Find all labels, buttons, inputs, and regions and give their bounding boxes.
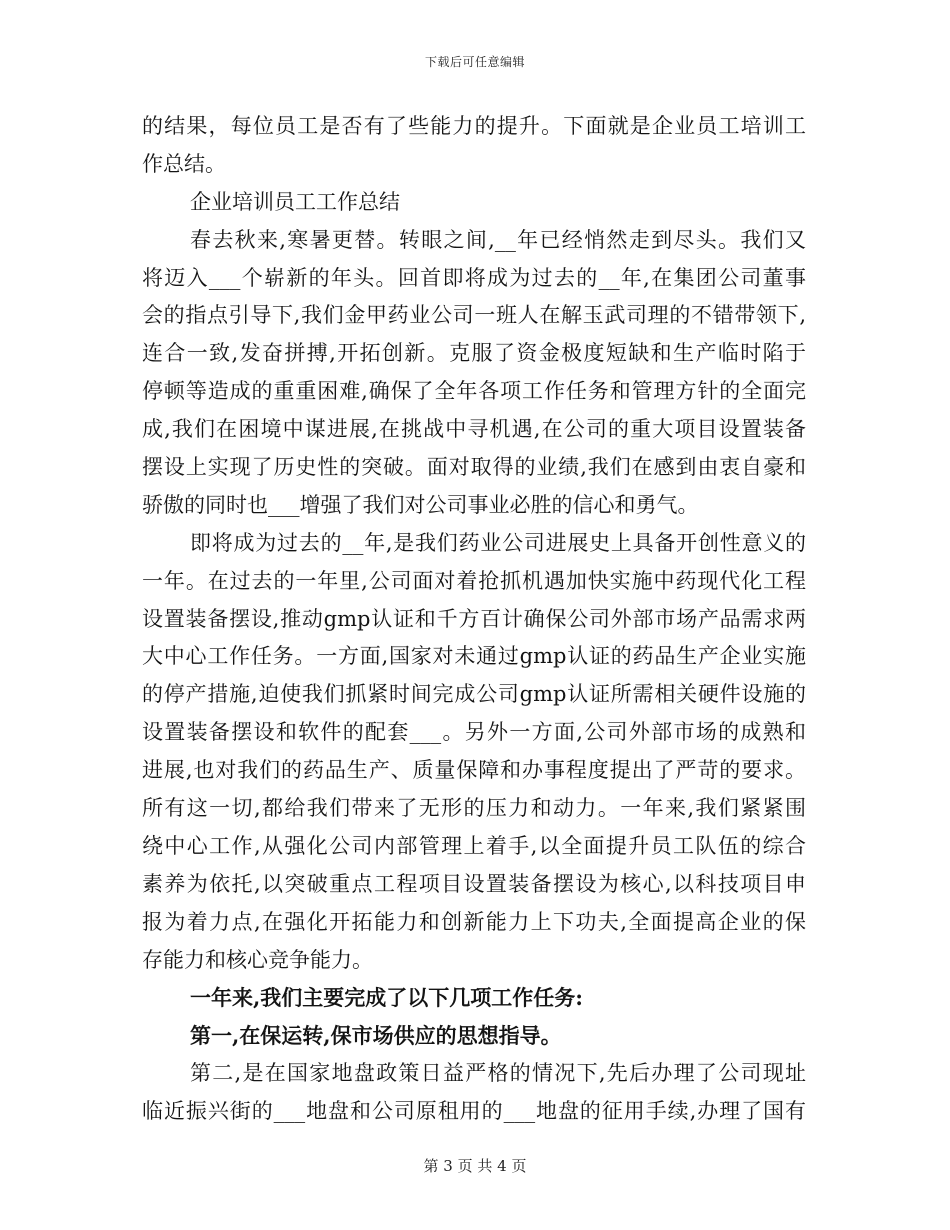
text-line: 报为着力点,在强化开拓能力和创新能力上下功夫,全面提高企业的保 [142,909,806,934]
page-footer: 第 3 页 共 4 页 [423,1157,527,1175]
text-line: 作总结。 [142,151,226,176]
paragraph [142,1055,806,1131]
section-title [142,184,806,222]
text-line: 停顿等造成的重重困难,确保了全年各项工作任务和管理方针的全面完 [142,379,806,404]
paragraph [142,222,806,525]
paragraph [142,525,806,980]
text-line: 摆设上实现了历史性的突破。面对取得的业绩,我们在感到由衷自豪和 [142,455,806,480]
text-line: 一年。在过去的一年里,公司面对着抢抓机遇加快实施中药现代化工程 [142,568,806,593]
text-line: 进展,也对我们的药品生产、质量保障和办事程度提出了严苛的要求。 [142,758,806,783]
text-line: 将迈入___个崭新的年头。回首即将成为过去的__年,在集团公司董事 [142,265,806,290]
document-body [142,108,806,1131]
text-line: 一年来,我们主要完成了以下几项工作任务: [190,985,584,1011]
text-line: 存能力和核心竞争能力。 [142,947,373,972]
text-line: 的停产措施,迫使我们抓紧时间完成公司gmp认证所需相关硬件设施的 [142,682,806,707]
text-line: 第二,是在国家地盘政策日益严格的情况下,先后办理了公司现址 [190,1061,806,1086]
text-line: 素养为依托,以突破重点工程项目设置装备摆设为核心,以科技项目申 [142,871,806,896]
text-line: 企业培训员工工作总结 [190,189,400,214]
page-header: 下载后可任意编辑 [424,55,525,69]
text-line: 第一,在保运转,保市场供应的思想指导。 [190,1023,562,1049]
text-line: 设置装备摆设,推动gmp认证和千方百计确保公司外部市场产品需求两 [142,606,806,631]
bold-heading [142,979,806,1017]
paragraph-continuation [142,108,806,184]
bold-heading [142,1017,806,1055]
text-line: 的结果，每位员工是否有了些能力的提升。下面就是企业员工培训工 [142,114,806,138]
text-line: 绕中心工作,从强化公司内部管理上着手,以全面提升员工队伍的综合 [142,833,806,858]
text-line: 大中心工作任务。一方面,国家对未通过gmp认证的药品生产企业实施 [142,644,806,669]
text-line: 骄傲的同时也___增强了我们对公司事业必胜的信心和勇气。 [142,492,699,517]
text-line: 会的指点引导下,我们金甲药业公司一班人在解玉武司理的不错带领下, [142,303,806,328]
text-line: 连合一致,发奋拼搏,开拓创新。克服了资金极度短缺和生产临时陷于 [142,341,806,366]
text-line: 设置装备摆设和软件的配套___。另外一方面,公司外部市场的成熟和 [142,720,806,745]
text-line: 成,我们在困境中谋进展,在挑战中寻机遇,在公司的重大项目设置装备 [142,417,806,442]
text-line: 即将成为过去的__年,是我们药业公司进展史上具备开创性意义的 [190,530,806,555]
text-line: 所有这一切,都给我们带来了无形的压力和动力。一年来,我们紧紧围 [142,796,806,821]
text-line: 春去秋来,寒暑更替。转眼之间,__年已经悄然走到尽头。我们又 [190,227,806,252]
text-line: 临近振兴街的___地盘和公司原租用的___地盘的征用手续,办理了国有 [142,1099,806,1124]
